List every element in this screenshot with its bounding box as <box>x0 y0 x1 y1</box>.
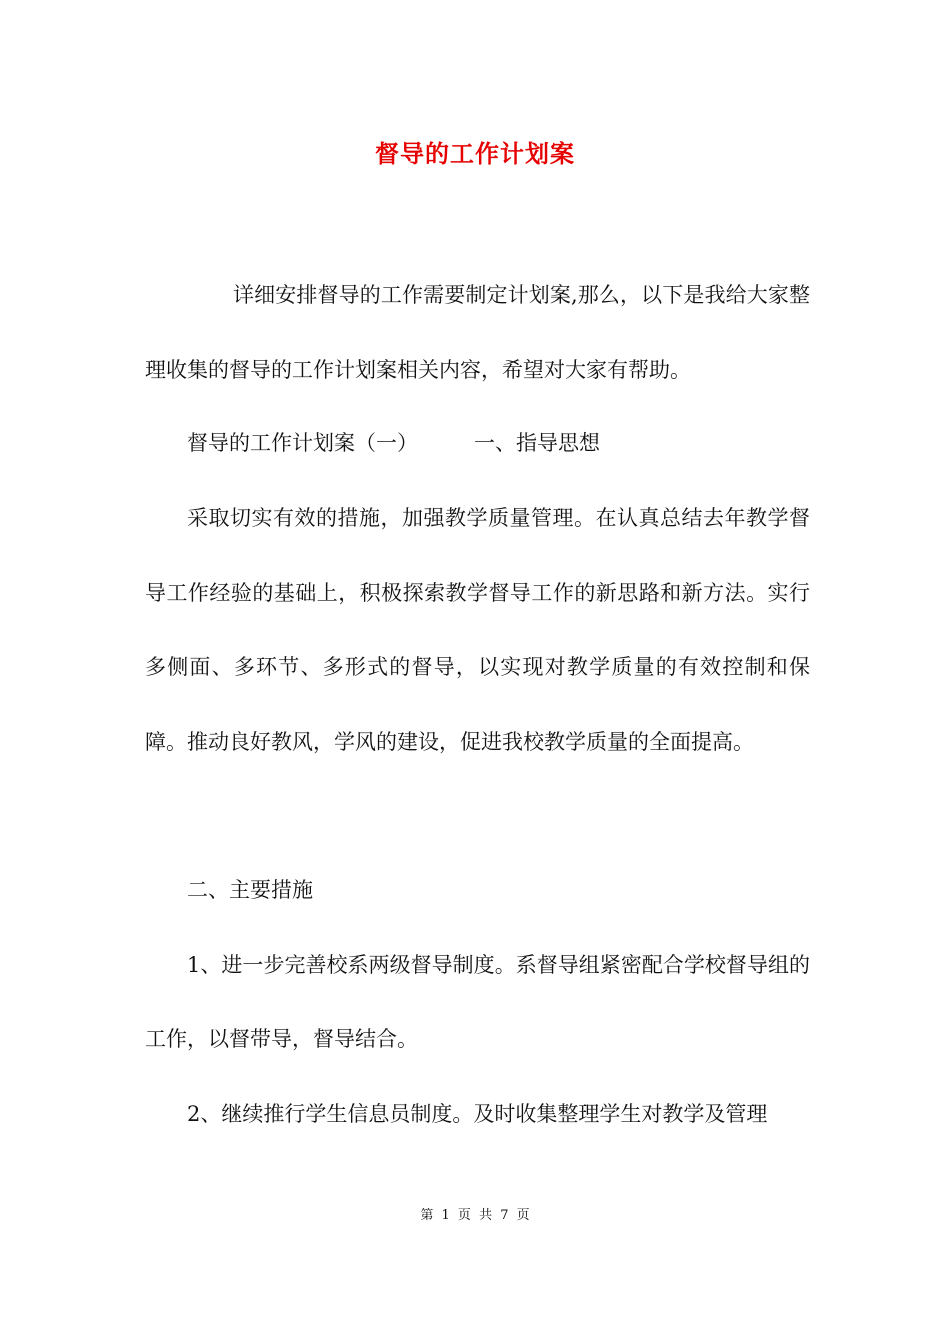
document-body <box>145 258 810 407</box>
footer-total-pages: 7 <box>500 1208 509 1223</box>
main-measures-block <box>145 853 810 1151</box>
footer-page-word: 页 <box>457 1208 471 1223</box>
guiding-thought-block <box>145 481 810 779</box>
intro-paragraph: 详细安排督导的工作需要制定计划案,那么，以下是我给大家整理收集的督导的工作计划案相关内容，希望对大家有帮助。 <box>145 283 810 382</box>
footer-suffix: 页 <box>516 1208 530 1223</box>
footer-current-page: 1 <box>441 1208 450 1223</box>
guiding-thought-paragraph: 采取切实有效的措施，加强教学质量管理。在认真总结去年教学督导工作经验的基础上，积极探索教学督导工作的新思路和新方法。实行多侧面、多环节、多形式的督导，以实现对教学质量的有效控制和保障。推动良好教风，学风的建设，促进我校教学质量的全面提高。 <box>145 506 810 754</box>
measure-item-2: 2、继续推行学生信息员制度。及时收集整理学生对教学及管理 <box>187 1101 768 1126</box>
page-footer <box>0 1206 950 1226</box>
footer-total-prefix: 共 <box>479 1208 493 1223</box>
document-title: 督导的工作计划案 <box>375 139 575 168</box>
section-heading-line <box>145 406 810 481</box>
footer-prefix: 第 <box>420 1208 434 1223</box>
section-heading: 督导的工作计划案（一） <box>187 431 418 455</box>
subheading-guiding-thought: 一、指导思想 <box>474 431 600 455</box>
measure-item-1: 1、进一步完善校系两级督导制度。系督导组紧密配合学校督导组的工作，以督带导，督导结合。 <box>145 952 810 1051</box>
subheading-main-measures: 二、主要措施 <box>187 878 313 902</box>
